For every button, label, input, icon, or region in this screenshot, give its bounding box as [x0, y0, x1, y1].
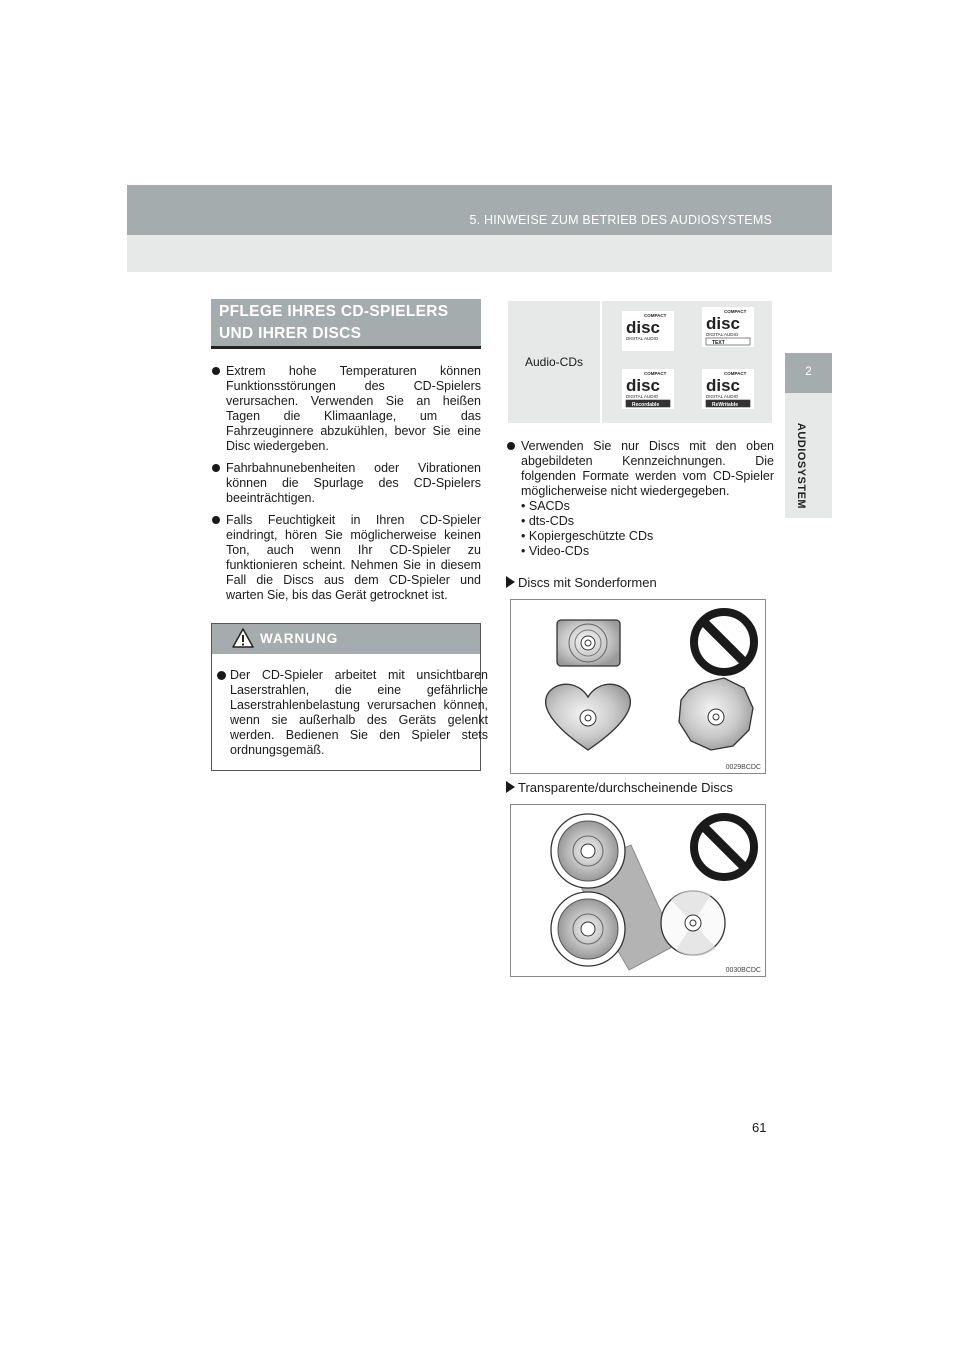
header-band — [127, 185, 832, 235]
table-label-cell — [507, 300, 601, 424]
figure-special-shapes — [510, 599, 766, 774]
figure-code: 0029BCDC — [725, 764, 761, 771]
logo-main-text: disc — [626, 318, 661, 337]
disc-logo-table — [506, 299, 774, 425]
warning-triangle-icon — [232, 628, 254, 648]
chapter-number: 2 — [785, 353, 832, 393]
page-number: 61 — [752, 1120, 767, 1135]
logo-top-text: COMPACT — [644, 313, 667, 318]
compact-disc-logo-icon — [622, 369, 674, 409]
logo-sub-text: DIGITAL AUDIO — [706, 394, 739, 399]
format-note — [506, 439, 774, 559]
audio-cds-label: Audio-CDs — [524, 355, 584, 369]
list-item: • Kopiergeschützte CDs — [521, 529, 774, 544]
bullet-icon — [212, 516, 220, 524]
bullet-icon — [217, 671, 226, 680]
chapter-label: AUDIOSYSTEM — [795, 422, 807, 510]
prohibition-icon — [694, 817, 754, 877]
logo-sub-text: DIGITAL AUDIO — [626, 336, 659, 341]
care-bullet-list — [211, 364, 481, 610]
figure-transparent-discs — [510, 804, 766, 977]
list-item: • dts-CDs — [521, 514, 774, 529]
heart-disc-icon — [546, 684, 631, 750]
logo-main-text: disc — [706, 314, 741, 333]
warning-text: Der CD-Spieler arbeitet mit unsichtbaren Laserstrahlen, die eine gefährliche Laserstrahlenbelastung verursachen können, wenn sie außerhalb des Geräts gelenkt werden. Bedienen Sie den Spieler stets ordnungsgemäß. — [230, 668, 488, 757]
prohibition-icon — [694, 612, 754, 672]
cd-disc-icon — [551, 814, 625, 888]
disc-logo-area — [602, 301, 772, 423]
compact-disc-logo-icon — [702, 307, 754, 347]
header-subband — [127, 235, 832, 272]
section-title: PFLEGE IHRES CD-SPIELERS UND IHRER DISCS — [211, 299, 481, 349]
logo-sub-text: DIGITAL AUDIO — [706, 332, 739, 337]
warning-text-block — [216, 668, 488, 758]
list-item: • Video-CDs — [521, 544, 774, 559]
bullet-icon — [507, 442, 515, 450]
arrow-icon — [506, 781, 515, 793]
logo-badge-text: Recordable — [632, 402, 660, 408]
list-item: • SACDs — [521, 499, 774, 514]
format-note-text: Verwenden Sie nur Discs mit den oben abgebildeten Kennzeichnungen. Die folgenden Formate werden vom CD-Spieler möglicherweise nicht wiedergegeben. — [521, 439, 774, 498]
square-disc-icon — [557, 620, 620, 666]
list-item: Fahrbahnunebenheiten oder Vibrationen können die Spurlage des CD-Spielers beeinträchtigen. — [211, 461, 481, 506]
transparent-discs-illustration — [511, 805, 765, 976]
list-item: Falls Feuchtigkeit in Ihren CD-Spieler eindringt, hören Sie möglicherweise keinen Ton, auch wenn Ihr CD-Spieler zu funktionieren scheint. Nehmen Sie in diesem Fall die Discs aus dem CD-Spieler und warten Sie, bis das Gerät getrocknet ist. — [211, 513, 481, 603]
figure-code: 0030BCDC — [725, 967, 761, 974]
unsupported-format-list — [521, 499, 774, 559]
compact-disc-logo-icon — [622, 311, 674, 351]
logo-badge-text: TEXT — [712, 340, 725, 346]
header-title: 5. HINWEISE ZUM BETRIEB DES AUDIOSYSTEMS — [469, 213, 772, 227]
transparent-disc-icon — [661, 890, 725, 956]
cd-disc-icon — [551, 892, 625, 966]
arrow-icon — [506, 576, 515, 588]
logo-top-text: COMPACT — [724, 371, 747, 376]
subhead-special-shapes: Discs mit Sonderformen — [506, 575, 657, 590]
bullet-icon — [212, 367, 220, 375]
logo-sub-text: DIGITAL AUDIO — [626, 394, 659, 399]
logo-main-text: disc — [626, 376, 661, 395]
logo-top-text: COMPACT — [724, 309, 747, 314]
polygon-disc-icon — [679, 678, 753, 750]
logo-top-text: COMPACT — [644, 371, 667, 376]
logo-badge-text: ReWritable — [712, 402, 739, 408]
table-logo-cell — [601, 300, 773, 424]
bullet-icon — [212, 464, 220, 472]
special-shape-discs-illustration — [511, 600, 765, 773]
warning-header — [212, 624, 480, 654]
subhead-transparent: Transparente/durchscheinende Discs — [506, 780, 733, 795]
list-item: Extrem hohe Temperaturen können Funktionsstörungen des CD-Spielers verursachen. Verwenden Sie an heißen Tagen die Klimaanlage, um das Fahrzeuginnere abzukühlen, bevor Sie eine Disc wiedergeben. — [211, 364, 481, 454]
compact-disc-logo-icon — [702, 369, 754, 409]
warning-box — [211, 623, 488, 771]
warning-title: WARNUNG — [260, 631, 339, 646]
logo-main-text: disc — [706, 376, 741, 395]
